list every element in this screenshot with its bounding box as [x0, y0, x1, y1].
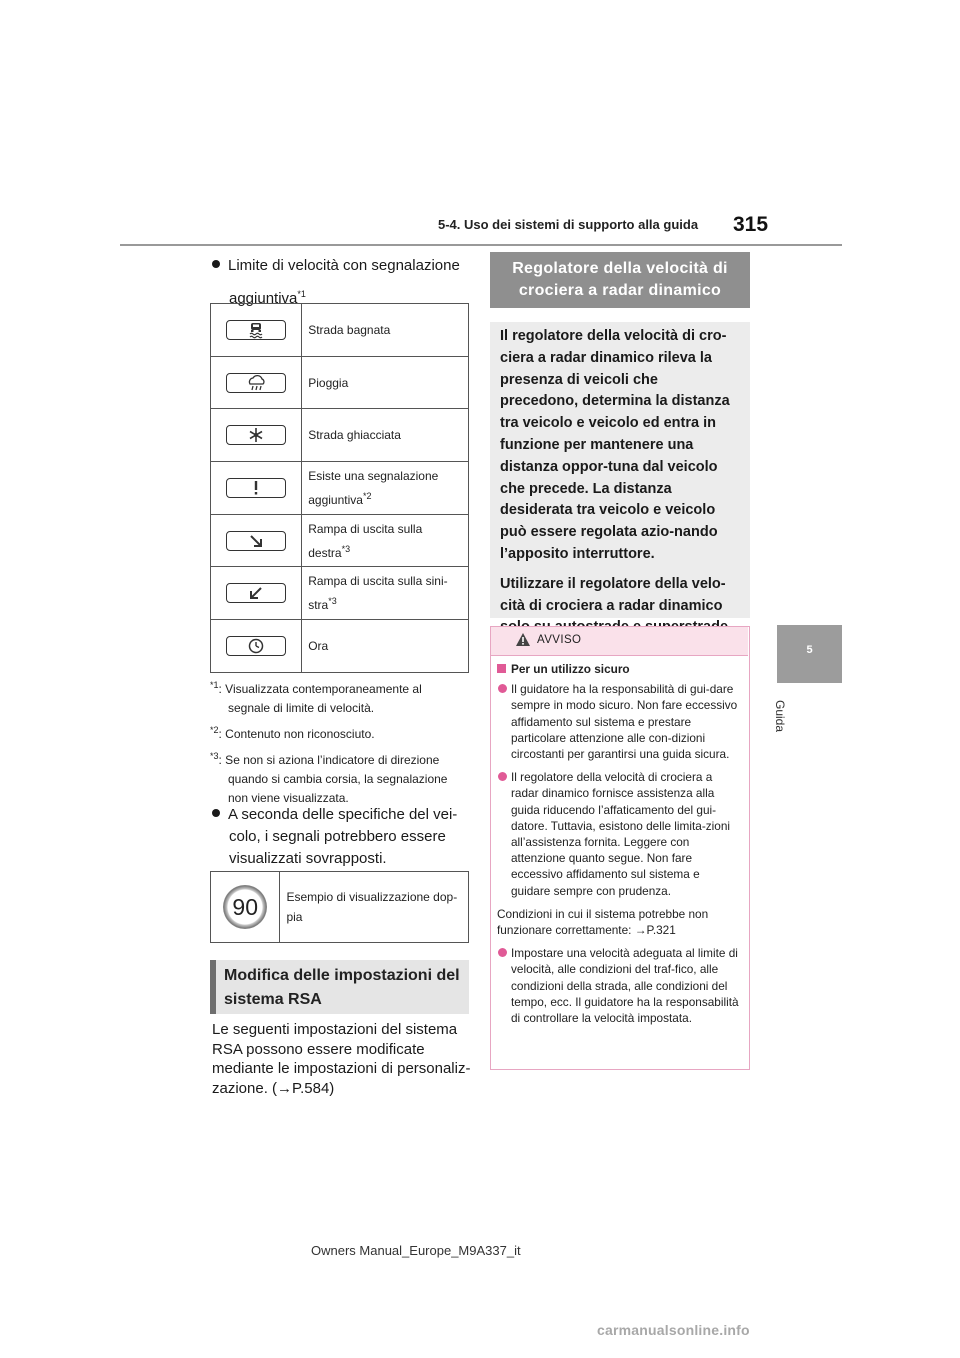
- warning-item: [497, 681, 741, 762]
- example-text-line2: pia: [286, 910, 303, 924]
- chapter-tab: [777, 625, 842, 683]
- round-bullet-icon: [498, 772, 507, 781]
- warning-box: [490, 626, 750, 1070]
- warning-triangle-icon: [515, 632, 531, 647]
- rain-icon: [226, 373, 286, 393]
- table-row: [211, 356, 469, 409]
- clock-icon: [226, 636, 286, 656]
- footnote-text: segnale di limite di velocità.: [228, 701, 375, 715]
- rsa-heading-line1: Regolatore della velocità di: [512, 260, 728, 277]
- warning-item-text: Il regolatore della velocità di crociera a radar dinamico fornisce assistenza alla guida riducendo l’affaticamento del gui-datore. Tuttavia, esistono delle limita-zioni all’assistenza fornita. Leggere con attenzione quanto segue. Non fare eccessivo affidamento sul sistema e guidare sempre con prudenza.: [511, 770, 731, 898]
- sign-text: Ora: [308, 638, 329, 653]
- speed-limit-sign-icon: [223, 885, 267, 929]
- example-table: [210, 871, 469, 943]
- footnote-text: : Contenuto non riconosciuto.: [218, 727, 375, 741]
- footnote-mark: *2: [210, 725, 219, 735]
- snowflake-icon: [226, 425, 286, 445]
- footnote-text: : Visualizzata contemporaneamente al: [218, 682, 422, 696]
- section-title: 5-4. Uso dei sistemi di supporto alla guida: [438, 217, 699, 232]
- footnote-ref: *3: [341, 543, 351, 554]
- arrow-down-right-icon: [226, 531, 286, 551]
- chapter-label: [773, 690, 819, 740]
- speed-value: 90: [232, 894, 259, 920]
- overlay-bullet-line2: colo, i segnali potrebbero essere: [229, 828, 446, 845]
- footnote-mark: *3: [210, 751, 219, 761]
- warning-item-text: Impostare una velocità adeguata al limite di velocità, alle condizioni del traf-fico, alle condizioni della strada, alle condizioni del tempo, ecc. Il guidatore ha la responsabilità di controllare la velocità impostata.: [511, 946, 739, 1026]
- limit-bullet-line2: aggiuntiva: [229, 290, 298, 307]
- modify-settings-body: [212, 1020, 472, 1098]
- warning-item-text: Il guidatore ha la responsabilità di gui-dare sempre in modo sicuro. Non fare eccessivo affidamento sul sistema e prestare particolare attenzione alle con-dizioni circostanti per garantirsi una guida sicura.: [511, 682, 738, 762]
- bullet-dot-icon: [212, 260, 220, 268]
- limit-bullet: [212, 255, 460, 310]
- page-number: 315: [733, 213, 769, 236]
- table-row: [211, 409, 469, 462]
- sign-text-line1: Esiste una segnalazione: [308, 468, 439, 483]
- overlay-bullet-line3: visualizzati sovrapposti.: [229, 850, 387, 867]
- overlay-bullet: [212, 804, 472, 870]
- page-reference-link[interactable]: zazione. (→P.584): [212, 1079, 335, 1097]
- chapter-label-text: Guida: [773, 700, 787, 733]
- rsa-heading: [490, 252, 750, 308]
- footnote-mark: *1: [210, 680, 219, 690]
- rsa-usage-paragraph: Utilizzare il regolatore della velo-cità di crociera a radar dinamico: [500, 575, 726, 614]
- sign-text-line1: Rampa di uscita sulla sini-: [308, 574, 448, 589]
- arrow-down-left-icon: [226, 583, 286, 603]
- square-bullet-icon: [497, 664, 506, 673]
- table-row: [211, 462, 469, 515]
- table-row: [211, 620, 469, 673]
- modify-settings-heading: Modifica delle impostazioni del sistema RSA: [210, 960, 469, 1014]
- footnote-text: quando si cambia corsia, la segnalazione: [228, 772, 448, 786]
- wet-road-icon: [226, 320, 286, 340]
- body-line: mediante le impostazioni di personaliz-: [212, 1060, 471, 1077]
- overlay-bullet-line1: A seconda delle specifiche del vei-: [228, 806, 458, 823]
- footnote-text: non viene visualizzata.: [228, 791, 349, 805]
- footnote-text: : Se non si aziona l’indicatore di direzione: [218, 753, 440, 767]
- footnotes: [210, 676, 475, 808]
- table-row: [211, 567, 469, 620]
- sign-text: Strada bagnata: [308, 322, 391, 337]
- exclamation-icon: [226, 478, 286, 498]
- table-row: [211, 514, 469, 567]
- example-text-line1: Esempio di visualizzazione dop-: [286, 890, 458, 904]
- footnote-ref: *2: [362, 490, 372, 501]
- footnote-3: [210, 747, 475, 808]
- header-rule: [120, 244, 842, 246]
- sign-text-line1: Rampa di uscita sulla: [308, 521, 423, 536]
- footer-text: Owners Manual_Europe_M9A337_it: [311, 1243, 521, 1258]
- round-bullet-icon: [498, 948, 507, 957]
- warning-title: AVVISO: [537, 634, 582, 646]
- sign-text-line2: aggiuntiva: [308, 492, 363, 507]
- footnote-ref: *1: [297, 289, 306, 299]
- rsa-intro-box: [490, 322, 750, 618]
- warning-reference: Condizioni in cui il sistema potrebbe non funzionare correttamente: →P.321: [497, 906, 709, 938]
- sign-text-line2: destra: [308, 545, 342, 560]
- table-row: [211, 304, 469, 357]
- warning-content: [497, 661, 741, 1033]
- sign-table: [210, 303, 469, 673]
- sign-text: Strada ghiacciata: [308, 428, 401, 443]
- warning-item: [497, 769, 741, 899]
- warning-item: [497, 945, 741, 1026]
- table-row: [211, 872, 469, 943]
- limit-bullet-line1: Limite di velocità con segnalazione: [228, 257, 460, 274]
- footnote-2: [210, 721, 475, 744]
- rsa-heading-line2: crociera a radar dinamico: [518, 282, 722, 299]
- footnote-1: [210, 676, 475, 718]
- warning-subtitle: [497, 661, 741, 677]
- sign-text-line2: stra: [308, 598, 329, 613]
- body-line: Le seguenti impostazioni del sistema: [212, 1021, 458, 1038]
- bullet-dot-icon: [212, 809, 220, 817]
- footnote-ref: *3: [328, 596, 337, 607]
- rsa-intro-paragraph: Il regolatore della velocità di cro-ciera a radar dinamico rileva la presenza di veicoli che precedono, determina la distanza tra veicolo e veicolo ed entra in funzione per mantenere una distanza oppor-tuna dal veicolo che precede. La distanza desiderata tra veicolo e veicolo può essere regolata azio-nando l’apposito interruttore.: [500, 328, 730, 562]
- watermark: carmanualsonline.info: [597, 1322, 750, 1338]
- warning-subtitle-text: Per un utilizzo sicuro: [511, 662, 630, 676]
- body-line: RSA possono essere modificate: [212, 1040, 425, 1058]
- sign-text: Pioggia: [308, 375, 349, 390]
- round-bullet-icon: [498, 684, 507, 693]
- warning-header: [491, 627, 748, 656]
- chapter-number: 5: [806, 644, 813, 656]
